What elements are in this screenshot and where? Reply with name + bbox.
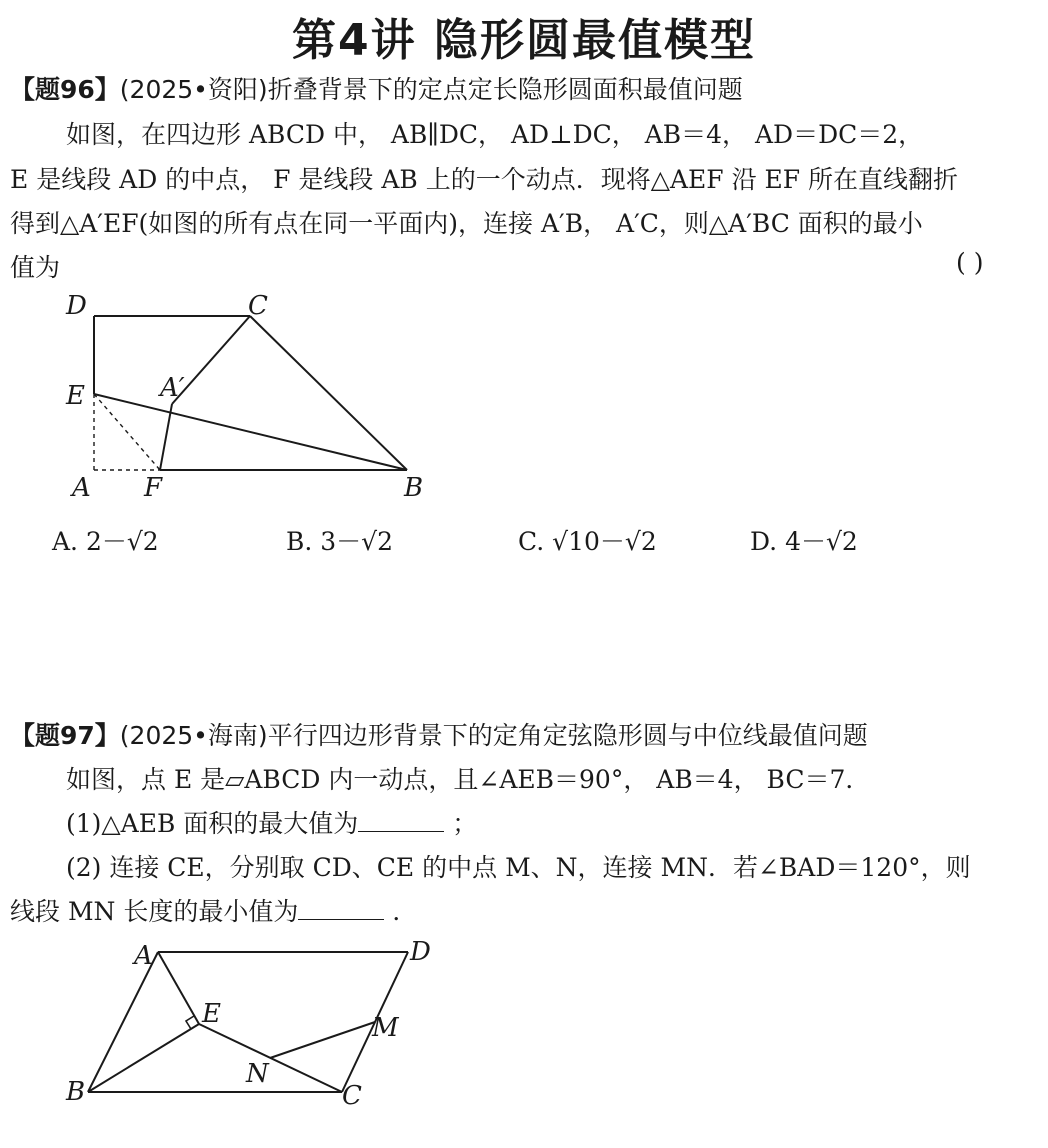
q96-answer-paren: ( ) [956, 248, 984, 277]
label-e: E [66, 381, 85, 411]
q97-part2-blank[interactable] [298, 897, 384, 920]
label-c: C [248, 291, 268, 321]
q96-option-c: C. √10－√2 [518, 527, 657, 556]
label-c: C [342, 1081, 362, 1111]
label-d: D [66, 291, 87, 321]
segment-eb [94, 394, 407, 470]
q96-option-b: B. 3－√2 [286, 527, 394, 556]
label-a-prime: A′ [160, 373, 185, 403]
q97-header [10, 716, 868, 752]
q97-figure [0, 930, 1048, 1130]
q96-option-a: A. 2－√2 [52, 527, 159, 556]
label-f: F [144, 473, 163, 503]
label-m: M [372, 1013, 399, 1043]
q96-figure [0, 0, 1048, 520]
label-a: A [72, 473, 91, 503]
segment-cb [250, 316, 407, 470]
q97-text-line-1: 如图，点 E 是▱ABCD 内一动点，且∠AEB＝90°， AB＝4， BC＝7． [66, 765, 871, 794]
q97-part2-line-2: 线段 MN 长度的最小值为 ． [10, 897, 418, 926]
q97-part1: (1)△AEB 面积的最大值为 ； [66, 809, 478, 838]
label-d: D [410, 937, 431, 967]
q96-text-line-2: E 是线段 AD 的中点， F 是线段 AB 上的一个动点．现将△AEF 沿 EF 所在直线翻折 [10, 165, 959, 194]
q97-topic: 平行四边形背景下的定角定弦隐形圆与中位线最值问题 [267, 721, 868, 750]
label-e: E [202, 999, 221, 1029]
label-b: B [404, 473, 424, 503]
q96-option-d: D. 4－√2 [750, 527, 858, 556]
q97-part1-blank[interactable] [358, 809, 444, 832]
q96-text-line-4: 值为 [10, 253, 61, 282]
segment-a1f [160, 404, 172, 470]
q96-source: (2025•资阳) [119, 75, 268, 104]
segment-nm [270, 1022, 375, 1058]
label-a: A [134, 941, 153, 971]
q96-text-line-3: 得到△A′EF(如图的所有点在同一平面内)，连接 A′B， A′C，则△A′BC 面积的最小 [10, 209, 923, 238]
segment-ae [158, 952, 199, 1024]
label-n: N [246, 1059, 269, 1089]
q97-part2-line-1: (2) 连接 CE，分别取 CD、CE 的中点 M、N，连接 MN．若∠BAD＝120°，则 [66, 853, 971, 882]
dashed-ef [94, 394, 160, 470]
q96-topic: 折叠背景下的定点定长隐形圆面积最值问题 [267, 75, 743, 104]
q97-tag: 【题97】 [10, 721, 120, 750]
q97-source: (2025•海南) [119, 721, 268, 750]
q96-text-line-1: 如图，在四边形 ABCD 中， AB∥DC， AD⊥DC， AB＝4， AD＝DC＝2， [66, 120, 924, 149]
label-b: B [66, 1077, 86, 1107]
page-title: 第4讲 隐形圆最值模型 [292, 15, 756, 66]
q96-tag: 【题96】 [10, 75, 120, 104]
